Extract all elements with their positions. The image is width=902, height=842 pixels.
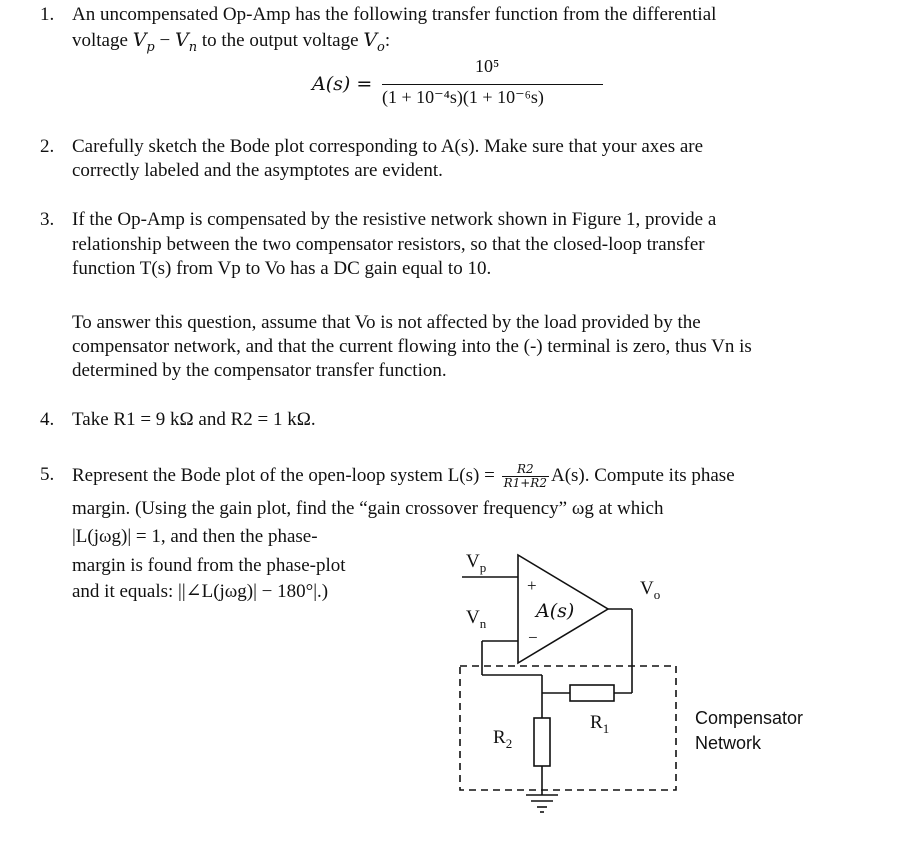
item-5-line-3: |L(jωg)| = 1, and then the phase- <box>72 526 318 547</box>
loop-gain-fraction: $\frac{R2}{R1+R2}$ <box>503 462 547 490</box>
item-5-number: 5. <box>40 464 55 485</box>
compensator-label-line-2: Network <box>695 733 762 753</box>
vp-label: $V_p$ <box>466 551 487 575</box>
op-amp-label: A(s) <box>536 600 575 622</box>
item-3-line-2: relationship between the two compensator resistors, so that the closed-loop transfer <box>72 234 705 255</box>
equation-denominator: (1 + 10⁻⁴s)(1 + 10⁻⁶s) <box>382 87 544 107</box>
item-3-number: 3. <box>40 209 55 230</box>
item-3-line-3: function T(s) from Vp to Vo has a DC gain equal to 10. <box>72 258 492 279</box>
r2-label: $R_2$ <box>493 727 513 751</box>
item-5-line-1: Represent the Bode plot of the open-loop system L(s) = $\frac{R2}{R1+R2}$ A(s). Compute its phase <box>72 462 735 490</box>
vo-label: $V_o$ <box>640 578 661 602</box>
r1-label: $R_1$ <box>590 712 610 736</box>
item-2-number: 2. <box>40 136 55 157</box>
minus-terminal-label: − <box>528 628 538 647</box>
plus-terminal-label: + <box>527 576 537 595</box>
vn-label: $V_n$ <box>466 607 487 631</box>
item-3-line-1: If the Op-Amp is compensated by the resistive network shown in Figure 1, provide a <box>72 209 717 230</box>
resistor-r2 <box>534 718 550 766</box>
item-3-paragraph-line-1: To answer this question, assume that Vo is not affected by the load provided by the <box>72 312 701 333</box>
compensator-label-line-1: Compensator <box>695 708 804 728</box>
item-1-line-2: voltage $V_p - V_n$ to the output voltage $V_o$: <box>72 29 391 55</box>
equation-numerator: 10⁵ <box>475 56 500 76</box>
item-1-number: 1. <box>40 4 55 25</box>
item-1-line-1: An uncompensated Op-Amp has the following transfer function from the differential <box>72 4 717 25</box>
item-3-paragraph-line-3: determined by the compensator transfer function. <box>72 360 447 381</box>
item-5-line-2: margin. (Using the gain plot, find the “gain crossover frequency” ωg at which <box>72 498 664 519</box>
item-3-paragraph-line-2: compensator network, and that the current flowing into the (-) terminal is zero, thus Vn is <box>72 336 752 357</box>
equation-lhs: A(s) = <box>312 73 373 95</box>
resistor-r1 <box>570 685 614 701</box>
item-4-number: 4. <box>40 409 55 430</box>
item-5-line-5: and it equals: ||∠L(jωg)| − 180°|.) <box>72 581 329 602</box>
item-2-line-1: Carefully sketch the Bode plot corresponding to A(s). Make sure that your axes are <box>72 136 704 157</box>
item-2-line-2: correctly labeled and the asymptotes are evident. <box>72 160 443 181</box>
item-4-text: Take R1 = 9 kΩ and R2 = 1 kΩ. <box>72 409 316 430</box>
item-5-line-4: margin is found from the phase-plot <box>72 555 346 576</box>
